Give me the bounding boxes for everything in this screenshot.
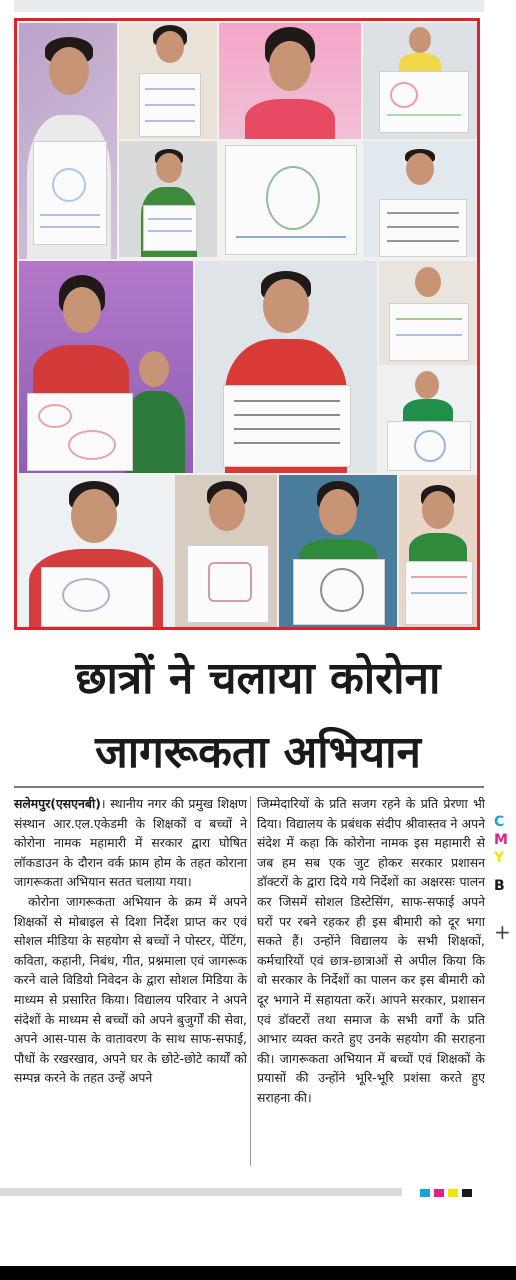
- article-column-1: [14, 794, 247, 1088]
- swatch-magenta: [434, 1189, 444, 1197]
- photo-student-6: [219, 141, 361, 257]
- photo-student-7: [363, 141, 477, 257]
- article-paragraph-1: [14, 794, 247, 892]
- swatch-black: [462, 1189, 472, 1197]
- top-gray-bar: [14, 0, 484, 12]
- bottom-black-strip: [0, 1266, 516, 1280]
- photo-student-10: [379, 261, 477, 365]
- photo-student-9: [195, 261, 377, 473]
- article-paragraph-2: कोरोना जागरूकता अभियान के क्रम में अपने शिक्षकों से मोबाइल से दिशा निर्देश प्राप्त कर एवं सोशल मीडिया के सहयोग से बच्चों ने पोस्टर, पेंटिंग, कविता, कहानी, निबंध, गीत, प्रश्नमाला एवं जागरूक करने वाले विडियो निवेदन के द्वारा सोशल मिडिया के माध्यम से प्रसारित किया। विद्यालय परिवार ने अपने संदेशों के माध्यम से बच्चों को अपने बुजुर्गों की सेवा, अपने आस-पास के वातावरण के साथ साफ-सफाई, पौधों के रखरखाव, अपने घर के छोटे-छोटे कार्यों को सम्पन्न करने के तहत उन्हें अपने: [14, 893, 247, 1086]
- print-mark-c: C: [494, 814, 505, 830]
- swatch-cyan: [420, 1189, 430, 1197]
- dateline: सलेमपुर(एसएनबी): [14, 796, 101, 811]
- photo-collage: [14, 18, 480, 630]
- headline-rule: [14, 786, 484, 788]
- swatch-yellow: [448, 1189, 458, 1197]
- article-column-2: [257, 794, 485, 1108]
- photo-student-8: [19, 261, 193, 473]
- registration-mark: +: [494, 920, 511, 944]
- photo-student-14: [279, 475, 397, 627]
- bottom-gray-bar: [0, 1188, 402, 1196]
- photo-student-12: [19, 475, 173, 627]
- headline-line-2: जागरूकता अभियान: [95, 727, 421, 778]
- print-mark-b: B: [494, 878, 505, 894]
- photo-student-3: [219, 23, 361, 139]
- article-paragraph-3: जिम्मेदारियों के प्रति सजग रहने के प्रति प्रेरणा भी दिया। विद्यालय के प्रबंधक संदीप श्रीवास्तव ने अपने संदेश में कहा कि कोरोना नामक इस महामारी से जब हम सब एक जुट होकर सरकार प्रशासन डॉक्टरों के द्वारा दिये गये निर्देशों का अक्षरसः पालन कर जिसमें सोशल डिस्टेसिंग, साफ-सफाई अपने घरों पर रबने रहकर ही इस बीमारी को दूर भगा सकते हैं। उन्होंने विद्यालय के सभी शिक्षकों, कर्मचारियों एवं छात्र-छात्राओं से अपील किया कि वो सरकार के निर्देशों का पालन कर इस बीमारी को दूर भगाने में सहायता करें। आपने सरकार, प्रशासन एवं डॉक्टरों तथा समाज के सभी वर्गों के प्रति आभार व्यक्त करते हुए उनके सहयोग की सराहना की। जागरूकता अभियान में बच्चों एवं शिक्षकों के प्रयासों की उन्होंने भूरि-भूरि प्रशंसा करते हुए सराहना की।: [257, 796, 485, 1105]
- photo-student-13: [175, 475, 277, 627]
- photo-student-2: [119, 23, 217, 139]
- photo-student-11: [379, 367, 477, 473]
- photo-student-15: [399, 475, 477, 627]
- photo-student-1: [19, 23, 117, 259]
- headline-line-1: छात्रों ने चलाया कोरोना: [75, 653, 441, 704]
- column-divider: [250, 796, 251, 1166]
- photo-student-5: [119, 141, 217, 257]
- print-mark-y: Y: [494, 850, 505, 866]
- print-mark-m: M: [494, 832, 508, 848]
- photo-student-4: [363, 23, 477, 139]
- paragraph-text: । स्थानीय नगर की प्रमुख शिक्षण संस्थान आर.एल.एकेडमी के शिक्षकों व बच्चों ने कोरोना नामक महामारी में सरकार द्वारा घोषित लॉकडाउन के दौरान वर्क फ्राम होम के तहत कोराना जागरूकता अभियान सतत चलाया गया।: [14, 796, 247, 890]
